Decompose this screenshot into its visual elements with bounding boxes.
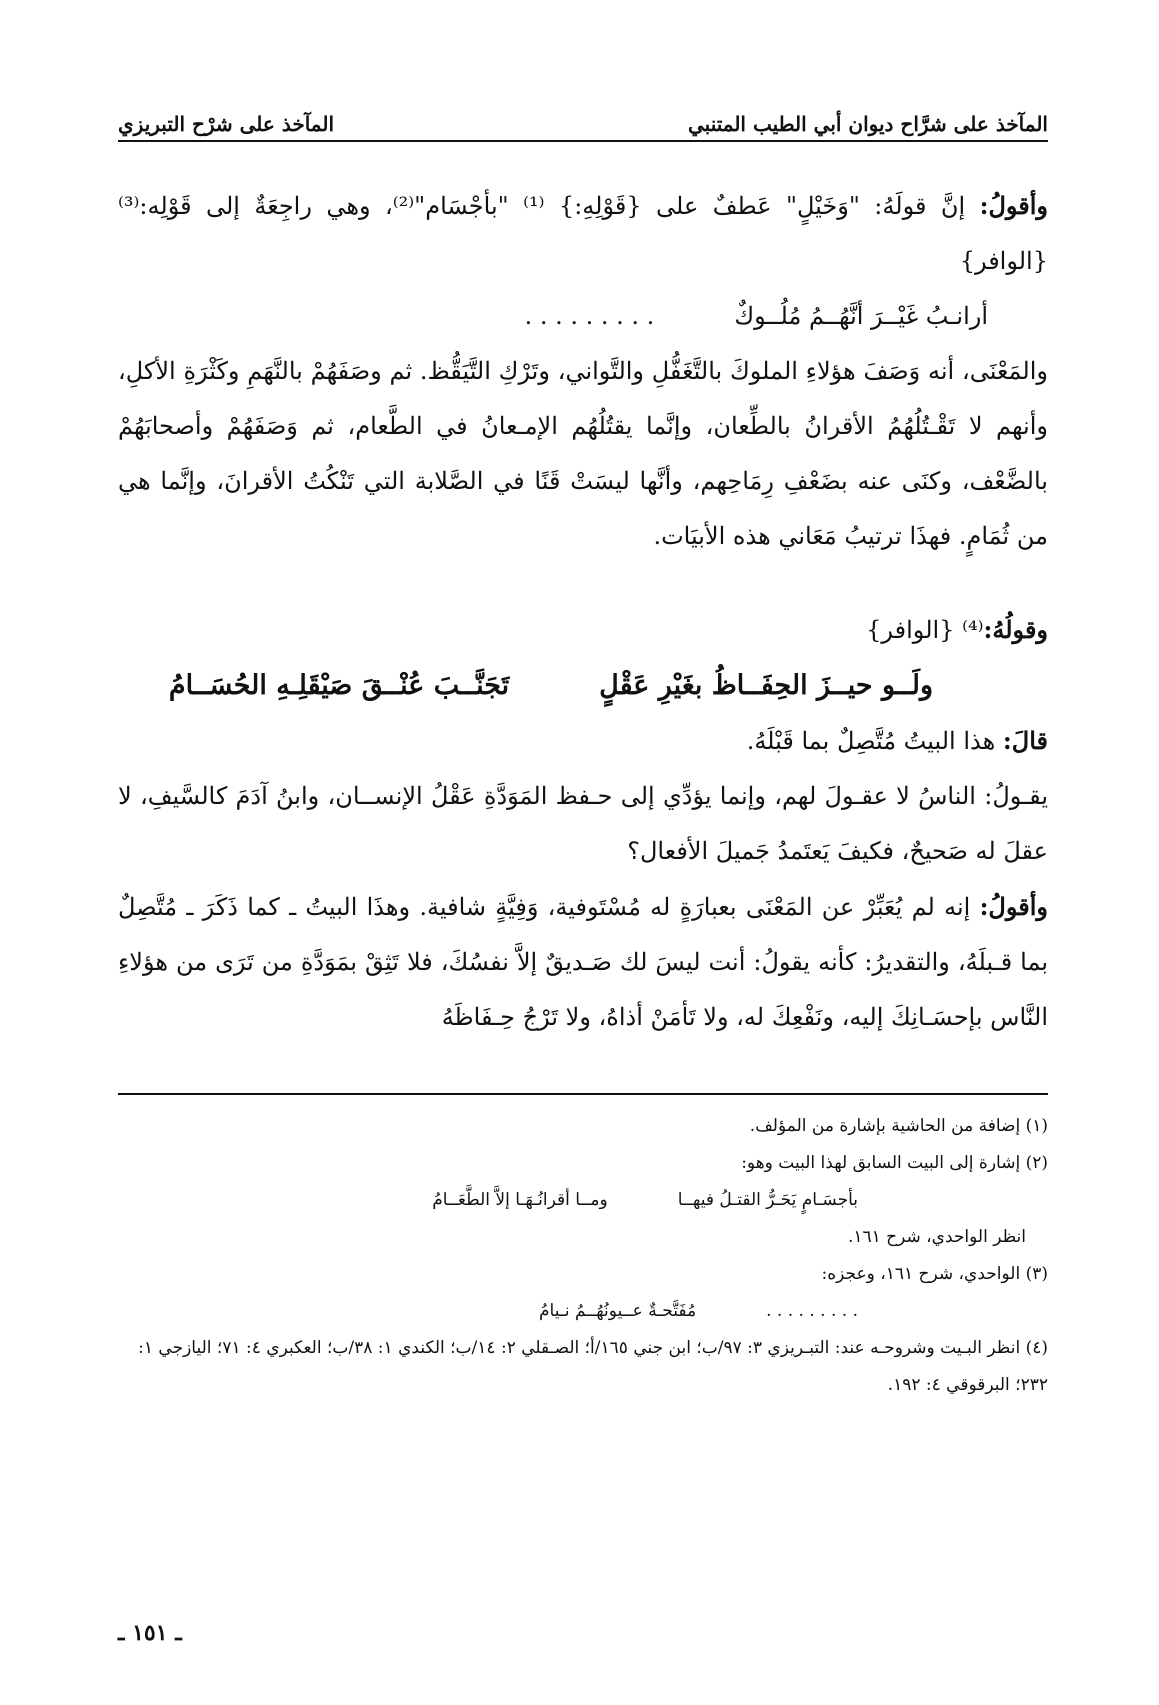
- verse-hemistich-first: . . . . . . . . .: [766, 1301, 858, 1321]
- verse-hemistich-second: تَجَنَّــبَ عُنْــقَ صَيْقَلِـهِ الحُسَــامُ: [168, 670, 510, 701]
- footnote-3: (٣) الواحدي، شرح ١٦١، وعجزه:: [821, 1264, 1048, 1284]
- verse-hemistich-first: بأجسَـامٍ يَحَـرُّ القتـلُ فيهــا: [677, 1190, 858, 1210]
- header-book-title: المآخذ على شرَّاح ديوان أبي الطيب المتنبي: [688, 112, 1048, 136]
- footnote-divider: [118, 1093, 1048, 1095]
- paragraph-text: إنَّ قولَهُ: "وَخَيْلٍ" عَطفٌ على {قَوْلِهِ:} ⁽¹⁾ "بأجْسَام"⁽²⁾، وهي راجِعَةٌ إلى قَوْلِه:⁽³⁾ {الوافر}: [118, 192, 1048, 275]
- paragraph-2: والمَعْنَى، أنه وَصَفَ هؤلاءِ الملوكَ بالتَّغَفُّلِ والتَّواني، وتَرْكِ التَّيَقُّظ. ثم وصَفَهُمْ بالنَّهَمِ وكَثْرَةِ الأكلِ، وأنهم لا تَقْـتُلُهُمُ الأقرانُ بالطِّعان، وإنَّما يقتُلُهُم الإمـعانُ في الطَّعام، ثم وَصَفَهُمْ وأصحابَهُمْ بالضَّعْف، وكنَى عنه بضَعْفِ رِمَاحِهم، وأنَّها ليسَتْ قَنًا في الصَّلابة التي تَنْكُتُ الأقرانَ، وإنَّما هي من ثُمَامٍ. فهذَا ترتيبُ مَعَاني هذه الأبيَات.: [118, 357, 1048, 550]
- footnote-2-reference: انظر الواحدي، شرح ١٦١.: [847, 1227, 1026, 1247]
- verse-hemistich-second: ومــا أقرانُـهَـا إلاَّ الطَّعَــامُ: [432, 1190, 608, 1210]
- paragraph-5: يقـولُ: الناسُ لا عقـولَ لهم، وإنما يؤدِّي إلى حـفظ المَوَدَّةِ عَقْلُ الإنســان، وابنُ آدَمَ كالسَّيفِ، لا عقلَ له صَحيحٌ، فكيفَ يَعتَمدُ جَميلَ الأفعال؟: [118, 782, 1048, 865]
- footnote-2: (٢) إشارة إلى البيت السابق لهذا البيت وهو:: [741, 1153, 1048, 1173]
- footnote-2-verse: [118, 1182, 1048, 1219]
- footnote-4: (٤) انظر البـيت وشروحـه عند: التبـريزي ٣: ٩٧/ب؛ ابن جني ١٦٥/أ؛ الصـقلي ٢: ١٤/ب؛ الكندي ١: ٣٨/ب؛ العكبري ٤: ٧١؛ اليازجي ١: ٢٣٢؛ البرقوقي ٤: ١٩٢.: [138, 1338, 1048, 1395]
- paragraph-lead: قالَ:: [1002, 726, 1048, 755]
- verse-hemistich-second: . . . . . . . . .: [524, 302, 655, 330]
- footnote-3-verse: [118, 1293, 1048, 1330]
- footnotes: [118, 1108, 1048, 1404]
- footnote-1: (١) إضافة من الحاشية بإشارة من المؤلف.: [749, 1116, 1048, 1136]
- verse-line-1: [118, 289, 1048, 344]
- paragraph-text: إنه لم يُعَبِّرْ عن المَعْنَى بعبارَةٍ له مُسْتَوفية، وَفِيَّةٍ شافية. وهذَا البيتُ ـ كما ذَكَرَ ـ مُتَّصِلٌ بما قـبلَهُ، والتقديرُ: كأنه يقولُ: أنت ليسَ لك صَـديقٌ إلاَّ نفسُكَ، فلا تَثِقْ بمَوَدَّةِ من تَرَى من هؤلاءِ النَّاس بإحسَـانِكَ إليه، ونَفْعِكَ له، ولا تَأمَنْ أذاهُ، ولا تَرْجُ حِـفَاظَهُ: [118, 893, 1048, 1031]
- running-header: [118, 92, 1048, 136]
- header-section-title: المآخذ على شرْح التبريزي: [118, 112, 334, 136]
- verse-hemistich-second: مُفَتَّحـةٌ عــيونُهُــمُ نـيامُ: [539, 1301, 697, 1321]
- paragraph-text: هذا البيتُ مُتَّصِلٌ بما قَبْلَهُ.: [746, 727, 1003, 755]
- paragraph-4: [118, 713, 1048, 769]
- paragraph-6: [118, 879, 1048, 1045]
- main-text: [118, 178, 1048, 1045]
- book-page: [118, 0, 1048, 1705]
- verse-hemistich-first: ولَــو حيــزَ الحِفَــاظُ بغَيْرِ عَقْلٍ: [599, 670, 933, 701]
- spacer: [118, 564, 1048, 602]
- paragraph-lead: وأقولُ:: [979, 191, 1049, 220]
- paragraph-3: [118, 602, 1048, 658]
- paragraph-text: ⁽⁴⁾ {الوافر}: [866, 616, 984, 644]
- page-number: ـ ١٥١ ـ: [118, 1620, 182, 1646]
- header-divider: [118, 140, 1048, 142]
- paragraph-lead: وقولُهُ:: [983, 615, 1048, 644]
- verse-line-2: [118, 658, 993, 713]
- verse-hemistich-first: أرانـبُ غَيْــرَ أنَّهُــمُ مُلُــوكٌ: [734, 302, 988, 330]
- paragraph-lead: وأقولُ:: [979, 892, 1048, 921]
- paragraph-1: [118, 178, 1048, 289]
